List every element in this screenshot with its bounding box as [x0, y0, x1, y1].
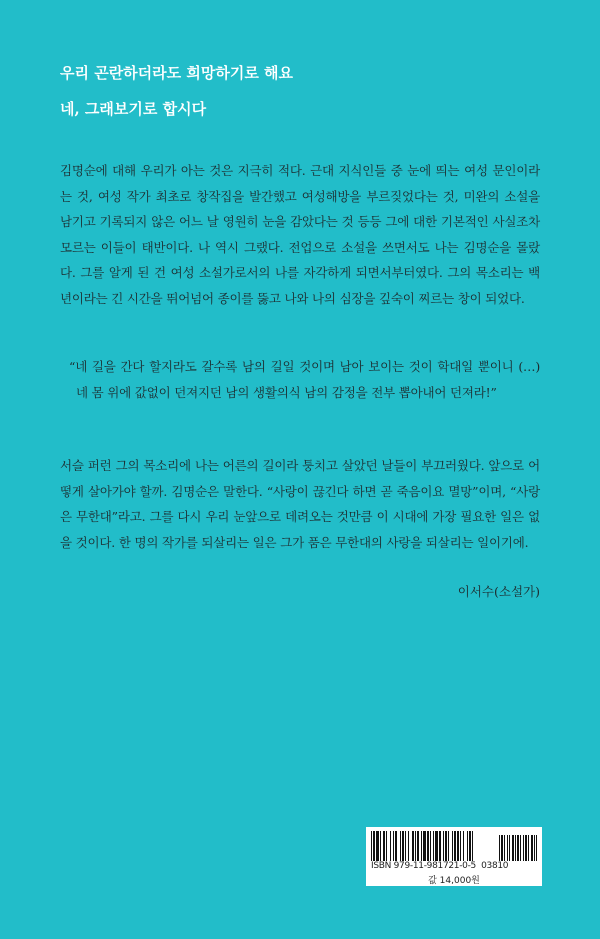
barcode-bar	[427, 831, 429, 861]
barcode-addon-bar	[509, 835, 510, 861]
barcode-bar	[463, 831, 464, 861]
barcode-bar	[402, 831, 404, 861]
review-paragraph-2: 서슬 퍼런 그의 목소리에 나는 어른의 길이라 퉁치고 살았던 날들이 부끄러웠다. 앞으로 어떻게 살아가야 할까. 김명순은 말한다. “사랑이 끊긴다 하면 곧 죽음이요 멸망”이며, “사랑은 무한대”라고. 그를 다시 우리 눈앞으로 데려오는 것만큼 이 시대에 가장 필요한 일은 없을 것이다. 한 명의 작가를 되살리는 일은 그가 품은 무한대의 사랑을 되살리는 일이기에.	[60, 458, 540, 550]
barcode-bar	[457, 831, 459, 861]
barcode-bar	[445, 831, 447, 861]
barcode-bar	[467, 831, 468, 861]
barcode-addon-bar	[507, 835, 508, 861]
isbn-number: ISBN 979-11-981721-0-5	[371, 861, 476, 871]
barcode-bar	[405, 831, 406, 861]
barcode-bar	[408, 831, 409, 861]
barcode-bars	[371, 831, 537, 861]
barcode-bar	[400, 831, 401, 861]
barcode-bar	[439, 831, 441, 861]
barcode-bar	[390, 831, 391, 861]
barcode-addon-bar	[499, 835, 500, 861]
barcode-bar	[386, 831, 387, 861]
barcode-bar	[417, 831, 419, 861]
barcode-bar	[380, 831, 381, 861]
barcode-bar	[412, 831, 414, 861]
barcode-bar	[371, 831, 372, 861]
barcode-addon-bar	[523, 835, 524, 861]
barcode-bar	[469, 831, 471, 861]
barcode-addon-bar	[528, 835, 529, 861]
barcode-bar	[443, 831, 444, 861]
barcode-bar	[448, 831, 449, 861]
barcode-addon-bar	[531, 835, 533, 861]
barcode-addon-bar	[515, 835, 516, 861]
barcode-bar	[460, 831, 461, 861]
price-label: 값 14,000원	[428, 876, 480, 886]
quoted-passage: “네 길을 간다 할지라도 갈수록 남의 길일 것이며 남아 보이는 것이 학대일 뿐이니 (…) 네 몸 위에 값없이 던져지던 남의 생활의식 남의 감정을 전부 뽑아내어 던져라!”	[69, 359, 540, 400]
barcode-bar	[415, 831, 416, 861]
barcode-addon-bar	[512, 835, 514, 861]
barcode-addon-bar	[525, 835, 527, 861]
barcode-bar	[454, 831, 456, 861]
barcode-addon-bar	[536, 835, 537, 861]
barcode-bar	[472, 831, 473, 861]
review-author: 이서수(소설가)	[457, 584, 540, 599]
review-paragraph-1: 김명순에 대해 우리가 아는 것은 지극히 적다. 근대 지식인들 중 눈에 띄는 여성 문인이라는 것, 여성 작가 최초로 창작집을 발간했고 여성해방을 부르짖었다는 것, 미완의 소설을 남기고 기록되지 않은 어느 날 영원히 눈을 감았다는 것 등등 그에 대한 기본적인 사실조차 모르는 이들이 태반이다. 나 역시 그랬다. 전업으로 소설을 쓰면서도 나는 김명순을 몰랐다. 그를 알게 된 건 여성 소설가로서의 나를 자각하게 되면서부터였다. 그의 목소리는 백 년이라는 긴 시간을 뛰어넘어 종이를 뚫고 나와 나의 심장을 깊숙이 찌르는 창이 되었다.	[60, 163, 540, 306]
barcode-bar	[395, 831, 397, 861]
barcode-bar	[383, 831, 385, 861]
barcode-addon-bar	[520, 835, 521, 861]
barcode-bar	[373, 831, 375, 861]
barcode-bar	[430, 831, 431, 861]
barcode-bar	[452, 831, 453, 861]
isbn-line	[371, 861, 539, 871]
barcode-bar	[376, 831, 379, 861]
barcode-bar	[435, 831, 438, 861]
headline	[60, 55, 540, 127]
barcode-bar	[421, 831, 422, 861]
barcode-addon-bar	[501, 835, 503, 861]
headline-line-1: 우리 곤란하더라도 희망하기로 해요	[60, 64, 294, 82]
isbn-addon: 03810	[481, 861, 509, 871]
isbn-barcode	[366, 827, 542, 886]
barcode-bar	[423, 831, 426, 861]
headline-line-2: 네, 그래보기로 합시다	[60, 100, 207, 118]
barcode-addon-bar	[517, 835, 519, 861]
barcode-addon-bar	[504, 835, 505, 861]
barcode-bar	[393, 831, 394, 861]
barcode-bar	[433, 831, 434, 861]
barcode-addon-bar	[534, 835, 535, 861]
